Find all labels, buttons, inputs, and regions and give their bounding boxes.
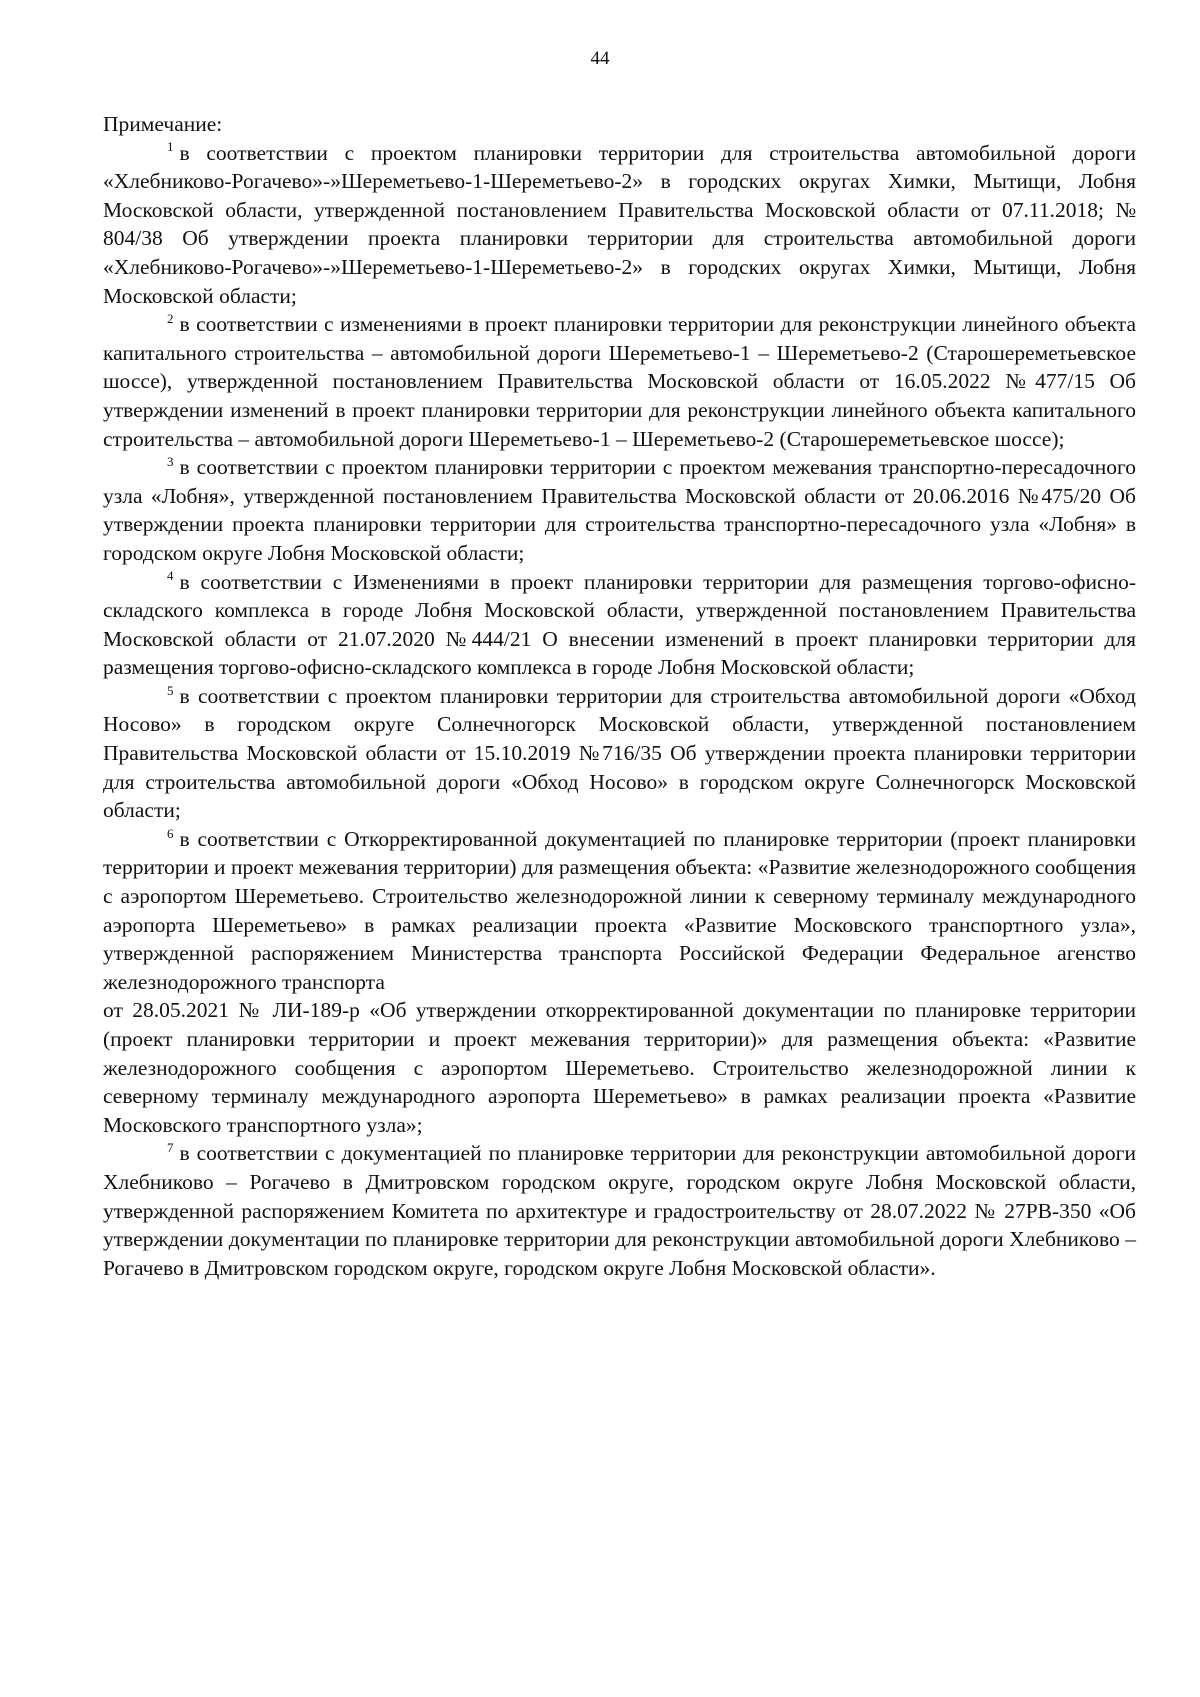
note-2-text: в соответствии с изменениями в проект планировки территории для реконструкции линейного объекта капитального строительства – автомобильной дороги Шереметьево-1 – Шереметьево-2 (Старошереметьевское шоссе), утвержденной постановлением Правительства Московской области от 16.05.2022 №477/15 Об утверждении изменений в проект планировки территории для реконструкции линейного объекта капитального строительства – автомобильной дороги Шереметьево-1 – Шереметьево-2 (Старошереметьевское шоссе); — [103, 312, 1136, 451]
note-4-mark: 4 — [167, 568, 174, 584]
note-1-mark: 1 — [167, 139, 174, 155]
note-6-text: в соответствии с Откорректированной документацией по планировке территории (проект планировки территории и проект межевания территории) для размещения объекта: «Развитие железнодорожного сообщения с аэропортом Шереметьево. Строительство железнодорожной линии к северному терминалу международного аэропорта Шереметьево» в рамках реализации проекта «Развитие Московского транспортного узла», утвержденной распоряжением Министерства транспорта Российской Федерации Федеральное агенство железнодорожного транспорта — [103, 826, 1136, 994]
note-4 — [103, 568, 1136, 682]
note-7-mark: 7 — [167, 1140, 174, 1156]
note-4-text: в соответствии с Изменениями в проект планировки территории для размещения торгово-офисно-складского комплекса в городе Лобня Московской области, утвержденной постановлением Правительства Московской области от 21.07.2020 №444/21 О внесении изменений в проект планировки территории для размещения торгово-офисно-складского комплекса в городе Лобня Московской области; — [103, 569, 1136, 680]
note-5-mark: 5 — [167, 682, 174, 698]
note-3-text: в соответствии с проектом планировки территории с проектом межевания транспортно-пересадочного узла «Лобня», утвержденной постановлением Правительства Московской области от 20.06.2016 №475/20 Об утверждении проекта планировки территории для строительства транспортно-пересадочного узла «Лобня» в городском округе Лобня Московской области; — [103, 455, 1136, 565]
note-2 — [103, 310, 1136, 453]
page-number: 44 — [590, 48, 610, 69]
note-1 — [103, 139, 1136, 311]
note-6-continuation: от 28.05.2021 № ЛИ-189-р «Об утверждении откорректированной документации по планировке территории (проект планировки территории и проект межевания территории)» для размещения объекта: «Развитие железнодорожного сообщения с аэропортом Шереметьево. Строительство железнодорожной линии к северному терминалу международного аэропорта Шереметьево» в рамках реализации проекта «Развитие Московского транспортного узла»; — [103, 998, 1136, 1137]
note-1-text: в соответствии с проектом планировки территории для строительства автомобильной дороги «Хлебниково-Рогачево»-»Шереметьево-1-Шереметьево-2» в городских округах Химки, Мытищи, Лобня Московской области, утвержденной постановлением Правительства Московской области от 07.11.2018; № 804/38 Об утверждении проекта планировки территории для строительства автомобильной дороги «Хлебниково-Рогачево»-»Шереметьево-1-Шереметьево-2» в городских округах Химки, Мытищи, Лобня Московской области; — [103, 140, 1136, 308]
note-5-text: в соответствии с проектом планировки территории для строительства автомобильной дороги «Обход Носово» в городском округе Солнечногорск Московской области, утвержденной постановлением Правительства Московской области от 15.10.2019 №716/35 Об утверждении проекта планировки территории для строительства автомобильной дороги «Обход Носово» в городском округе Солнечногорск Московской области; — [103, 683, 1136, 823]
note-7-text: в соответствии с документацией по планировке территории для реконструкции автомобильной дороги Хлебниково – Рогачево в Дмитровском городском округе, городском округе Лобня Московской области, утвержденной распоряжением Комитета по архитектуре и градостроительству от 28.07.2022 № 27РВ-350 «Об утверждении документации по планировке территории для реконструкции автомобильной дороги Хлебниково – Рогачево в Дмитровском городском округе, городском округе Лобня Московской области». — [103, 1141, 1136, 1280]
notes-heading: Примечание: — [103, 112, 223, 136]
notes-section — [103, 110, 1136, 1282]
note-6-mark: 6 — [167, 825, 174, 841]
note-6 — [103, 825, 1136, 997]
note-3-mark: 3 — [167, 453, 174, 469]
note-7 — [103, 1139, 1136, 1282]
note-3 — [103, 453, 1136, 567]
note-2-mark: 2 — [167, 311, 174, 326]
note-5 — [103, 682, 1136, 825]
